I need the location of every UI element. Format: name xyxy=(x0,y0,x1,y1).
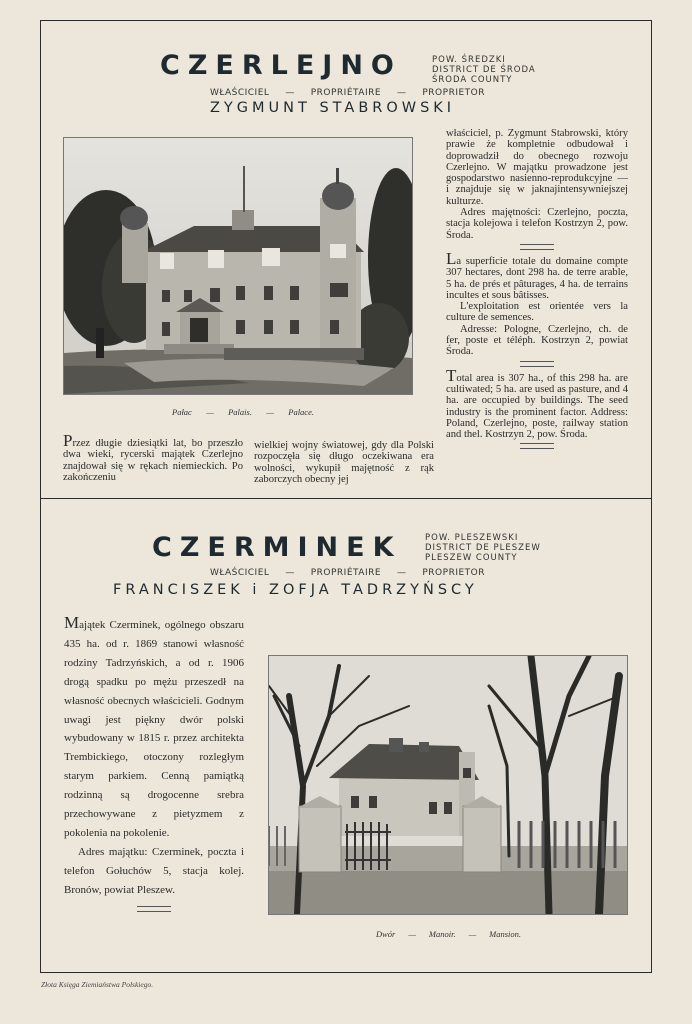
caption-fr: Manoir. xyxy=(428,929,456,939)
role-separator: — xyxy=(396,568,407,578)
caption-sep: — xyxy=(408,929,416,939)
book-footer: Złota Księga Ziemiaństwa Polskiego. xyxy=(41,980,154,989)
role-separator: — xyxy=(285,568,295,578)
county-info-czerlejno xyxy=(432,55,536,85)
french-paragraph-culture: L'exploitation est orientée vers la culture de semences. xyxy=(446,301,628,324)
polish-paragraph-owner: właściciel, p. Zygmunt Stabrowski, który prawie że kompletnie odbudował i doprowadził do obecnego rozwoju Czerlejno. W majątku prowadzone jest gospodarstwo nasienno-reprodukcyjne — i znajduje się w jaknajintensywniejszej kulturze. xyxy=(446,128,628,207)
owner-name-czerlejno: ZYGMUNT STABROWSKI xyxy=(210,100,456,116)
polish-paragraph-address: Adres majętności: Czerlejno, poczta, stacja kolejowa i telefon Kostrzyn 2, pow. Środa. xyxy=(446,207,628,241)
role-label: PROPRIETOR xyxy=(422,88,485,98)
county-line: DISTRICT DE ŚRODA xyxy=(432,65,536,75)
mansion-photo xyxy=(268,655,628,915)
polish-text-column-1 xyxy=(63,431,243,483)
caption-sep: — xyxy=(266,407,274,417)
ornament-rule xyxy=(520,244,554,250)
palace-caption xyxy=(172,407,314,417)
polish-text-column-2 xyxy=(254,440,434,485)
polish-text-column-czerminek xyxy=(64,613,244,916)
palace-photo xyxy=(63,137,413,395)
polish-paragraph-history xyxy=(64,613,244,843)
right-text-column-czerlejno xyxy=(446,128,628,453)
caption-en: Mansion. xyxy=(489,929,521,939)
role-label: WŁAŚCICIEL xyxy=(210,568,270,578)
mansion-illustration xyxy=(269,656,627,914)
drop-cap: P xyxy=(63,431,73,450)
role-label: PROPRIÉTAIRE xyxy=(310,568,382,578)
french-paragraph xyxy=(446,248,628,301)
caption-sep: — xyxy=(206,407,214,417)
role-label: PROPRIÉTAIRE xyxy=(310,88,382,98)
county-line: POW. ŚREDZKI xyxy=(432,55,506,65)
drop-cap: T xyxy=(446,365,457,385)
polish-paragraph-continued: wielkiej wojny światowej, gdy dla Polski rozpoczęła się długo oczekiwana era wolności, wykupił majętność z rąk zaborczych obecny jej xyxy=(254,440,434,485)
polish-paragraph-intro xyxy=(63,431,243,483)
county-line: PLESZEW COUNTY xyxy=(425,553,518,563)
role-label: PROPRIETOR xyxy=(422,568,485,578)
paragraph-text: ajątek Czerminek, ogólnego obszaru 435 ha. od r. 1869 stanowi własność rodziny Tadrzyńskich, a od r. 1906 drogą spadku po mężu przeszedł na własność obecnych właścicieli. Godnym uwagi jest piękny dwór polski wybudowany w 1815 r. przez architekta Trembickiego, otoczony rozległym starym parkiem. Cenną pamiątką rodzinną są drogocenne srebra przechowywane z pietyzmem z pokolenia na pokolenie. xyxy=(64,619,244,839)
paragraph-text: a superficie totale du domaine compte 307 hectares, dont 298 ha. de terre arable, 5 ha. de prés et pâturages, 4 ha. de terrains incultes et sous bâtisses. xyxy=(446,255,628,301)
roles-line-czerlejno xyxy=(210,88,485,98)
paragraph-text: otal area is 307 ha., of this 298 ha. are cultiwated; 5 ha. are used as pasture, and 4 ha. are occupied by buildings. The seed industry is the prominent factor. Address: Poland, Czerlejno, poste, railway station and thel. Kostrzyn 2, pow. Środa. xyxy=(446,372,628,441)
paragraph-text: rzez długie dziesiątki lat, bo przeszło dwa wieki, rycerski majątek Czerlejno znajdował się w rękach niemieckich. Po zakończeniu xyxy=(63,438,243,483)
section-divider xyxy=(40,498,652,499)
english-paragraph xyxy=(446,365,628,441)
caption-pl: Dwór xyxy=(376,929,396,939)
owner-name-czerminek: FRANCISZEK i ZOFJA TADRZYŃSCY xyxy=(113,582,478,598)
palace-illustration xyxy=(64,138,412,394)
polish-paragraph-address: Adres majątku: Czerminek, poczta i telefon Gołuchów 5, stacja kolej. Bronów, powiat Pleszew. xyxy=(64,845,244,896)
caption-fr: Palais. xyxy=(228,407,252,417)
role-separator: — xyxy=(396,88,407,98)
county-line: POW. PLESZEWSKI xyxy=(425,533,519,543)
estate-title-czerlejno: CZERLEJNO xyxy=(160,50,402,81)
role-label: WŁAŚCICIEL xyxy=(210,88,270,98)
ornament-rule xyxy=(520,361,554,367)
drop-cap: M xyxy=(64,613,80,632)
role-separator: — xyxy=(285,88,295,98)
ornament-rule xyxy=(137,906,171,912)
county-line: DISTRICT DE PLESZEW xyxy=(425,543,541,553)
county-line: ŚRODA COUNTY xyxy=(432,75,513,85)
estate-title-czerminek: CZERMINEK xyxy=(152,532,402,563)
french-paragraph-address: Adresse: Pologne, Czerlejno, ch. de fer, poste et téléph. Kostrzyn 2, powiat Środa. xyxy=(446,323,628,358)
county-info-czerminek xyxy=(425,533,541,563)
caption-pl: Pałac xyxy=(172,407,192,417)
roles-line-czerminek xyxy=(210,568,485,578)
mansion-caption xyxy=(376,929,521,939)
caption-sep: — xyxy=(468,929,477,939)
drop-cap: L xyxy=(446,248,457,268)
ornament-rule xyxy=(520,443,554,449)
caption-en: Palace. xyxy=(288,407,314,417)
